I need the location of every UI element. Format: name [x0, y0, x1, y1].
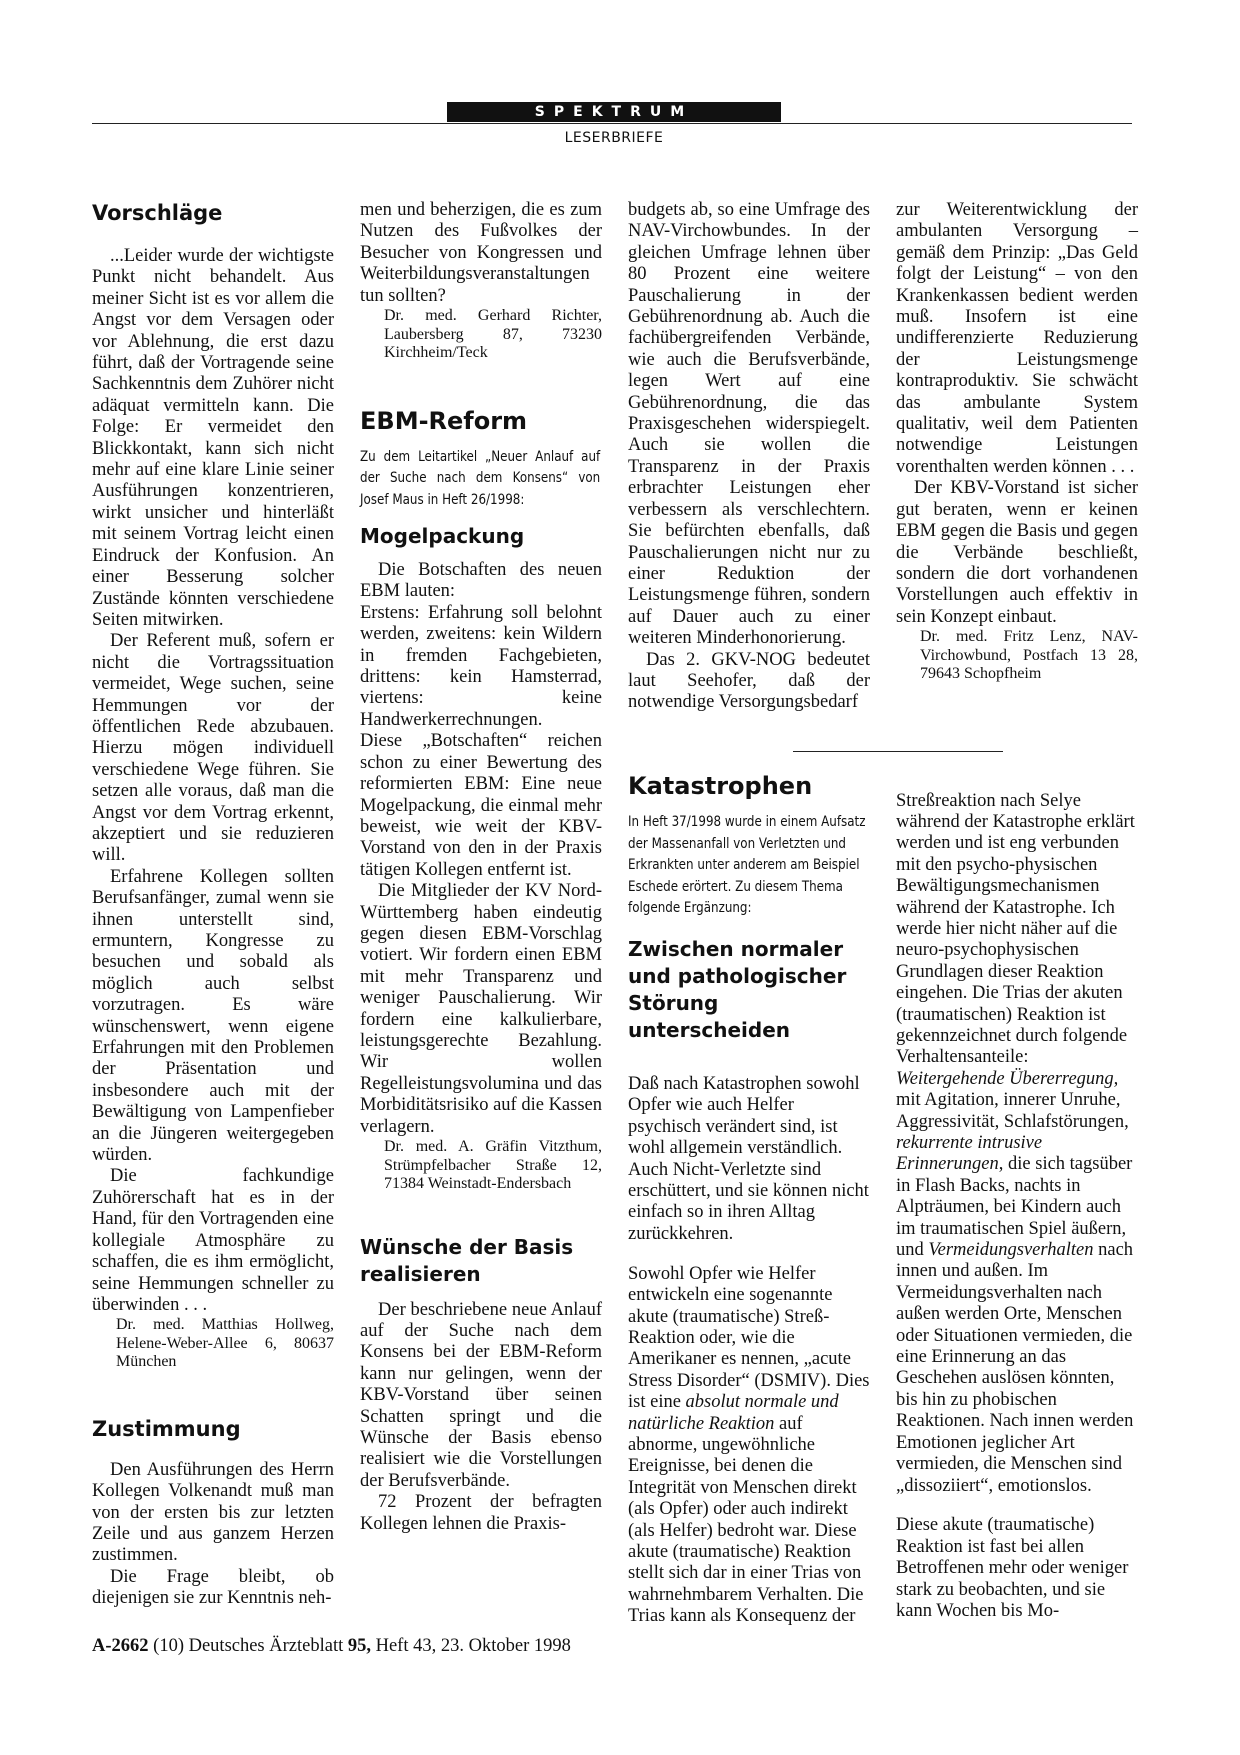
footer-text: (10) Deutsches Ärzteblatt: [153, 1636, 348, 1656]
paragraph: Diese „Botschaften“ reichen schon zu einer Bewertung des reformierten EBM: Eine neue Mogelpackung, die einmal mehr beweist, wie weit der KBV-Vorstand von den in der Praxis tätigen Kollegen entfernt ist.: [360, 731, 602, 880]
heading-katastrophen: Katastrophen: [628, 772, 813, 800]
paragraph: ...Leider wurde der wichtigste Punkt nicht behandelt. Aus meiner Sicht ist es vor allem die Angst vor dem Versagen oder vor Ablehnung, die erst dazu führt, daß der Vortragende seine Sachkenntnis dem Zuhörer nicht adäquat vermitteln kann. Die Folge: Er vermeidet den Blickkontakt, kann sich nicht mehr auf eine klare Linie seiner Ausführungen konzentrieren, wirkt unsicher und hinterläßt mit seinem Vortrag leicht einen Eindruck der Konfusion. An einer Besserung solcher Zustände könnten verschiedene Seiten mitwirken.: [92, 246, 334, 630]
paragraph: Der KBV-Vorstand ist sicher gut beraten, wenn er keinen EBM gegen die Basis und gegen die Verbände beschließt, sondern die dort vorhandenen Vorstellungen auch effektiv in sein Konzept einbaut.: [896, 478, 1138, 627]
section-banner: SPEKTRUM: [447, 102, 781, 122]
column-3: [628, 200, 870, 714]
paragraph: Erstens: Erfahrung soll belohnt werden, zweitens: kein Wildern in fremden Fachgebieten, drittens: kein Hamsterrad, viertens: keine Handwerkerrechnungen.: [360, 602, 602, 730]
signature: Dr. med. Gerhard Richter, Laubersberg 87, 73230 Kirchheim/Teck: [384, 307, 602, 362]
paragraph: Erfahrene Kollegen sollten Berufsanfänger, zumal wenn sie ihnen unterstellt sind, ermuntern, Kongresse zu besuchen und sobald als möglich auch selbst vorzutragen. Es wäre wünschenswert, wenn eigene Erfahrungen mit den Problemen der Präsentation und insbesondere auch mit der Bewältigung von Lampenfieber an die Jüngeren weitergegeben würden.: [92, 866, 334, 1166]
paragraph: Den Ausführungen des Herrn Kollegen Volkenandt muß man von der ersten bis zur letzten Zeile und aus ganzem Herzen zustimmen.: [92, 1459, 334, 1566]
heading-zwischen: Zwischen normaler und pathologischer Störung unterscheiden: [628, 936, 847, 1042]
column-4: [896, 200, 1138, 684]
paragraph: 72 Prozent der befragten Kollegen lehnen die Praxis-: [360, 1492, 602, 1534]
paragraph: Diese akute (traumatische) Reaktion ist fast bei allen Betroffenen mehr oder weniger stark zu beobachten, und sie kann Wochen bis Mo-: [896, 1515, 1129, 1622]
header-rule: [92, 123, 1132, 124]
paragraph: Sowohl Opfer wie Helfer entwickeln eine sogenannte akute (traumatische) Streß-Reaktion oder, wie die Amerikaner es nennen, „acute Stress Disorder“ (DSMIV). Dies ist eine absolut normale und natürliche Reaktion auf abnorme, ungewöhnliche Ereignisse, bei denen die Integrität von Menschen direkt (als Opfer) oder auch indirekt (als Helfer) bedroht war. Diese akute (traumatische) Reaktion stellt sich dar in einer Trias von wahrnehmbarem Verhalten. Die Trias kann als Konsequenz der: [628, 1263, 870, 1627]
footer-issue: Heft 43, 23. Oktober 1998: [370, 1636, 571, 1656]
signature: Dr. med. Matthias Hollweg, Helene-Weber-Allee 6, 80637 München: [116, 1316, 334, 1371]
column-1: [92, 200, 334, 1610]
heading-zustimmung: Zustimmung: [92, 1416, 241, 1441]
signature: Dr. med. Fritz Lenz, NAV-Virchowbund, Postfach 13 28, 79643 Schopfheim: [920, 628, 1138, 683]
heading-ebm-reform: EBM-Reform: [360, 406, 528, 435]
paragraph: Streßreaktion nach Selye während der Katastrophe erklärt werden und ist eng verbunden mit den psycho-physischen Bewältigungsmechanismen während der Katastrophe. Ich werde hier nicht näher auf die neuro-psychophysischen Grundlagen dieser Reaktion eingehen. Die Trias der akuten (traumatischen) Reaktion ist gekennzeichnet durch folgende Verhaltensanteile: Weitergehende Übererregung, mit Agitation, innerer Unruhe, Aggressivität, Schlafstörungen, rekurrente intrusive Erinnerungen, die sich tagsüber in Flash Backs, nachts in Alpträumen, bei Kindern auch im traumatischen Spiel äußern, und Vermeidungsverhalten nach innen und außen. Im Vermeidungsverhalten nach außen werden Orte, Menschen oder Situationen vermieden, die eine Erinnerung an das Geschehen auslösen könnten, bis hin zu phobischen Reaktionen. Nach innen werden Emotionen jeglicher Art vermieden, die Menschen sind „dissoziiert“, emotionslos.: [896, 790, 1135, 1496]
heading-wuensche: Wünsche der Basis realisieren: [360, 1234, 574, 1286]
section-divider: [793, 751, 1003, 752]
article-intro: Zu dem Leitartikel „Neuer Anlauf auf der Suche nach dem Konsens“ von Josef Maus in Heft 26/1998:: [360, 448, 601, 508]
katastrophen-column-1: [628, 772, 870, 1646]
paragraph: Die Frage bleibt, ob diejenigen sie zur Kenntnis neh-: [92, 1566, 334, 1609]
page-number: A-2662: [92, 1636, 149, 1656]
paragraph: zur Weiterentwicklung der ambulanten Versorgung – gemäß dem Prinzip: „Das Geld folgt der Leistung“ – von den Krankenkassen bedient werden muß. Insofern ist eine undifferenzierte Reduzierung der Leistungsmenge kontraproduktiv. Sie schwächt das ambulante System qualitativ, weil dem Patienten notwendige Leistungen vorenthalten werden können . . .: [896, 200, 1138, 477]
paragraph: Die fachkundige Zuhörerschaft hat es in der Hand, für den Vortragenden eine kollegiale Atmosphäre zu schaffen, die es ihm ermöglicht, seine Hemmungen schneller zu überwinden . . .: [92, 1166, 334, 1315]
paragraph: Die Mitglieder der KV Nord-Württemberg haben eindeutig gegen diesen EBM-Vorschlag votiert. Wir fordern einen EBM mit mehr Transparenz und weniger Pauschalierung. Wir fordern eine kalkulierbare, leistungsgerechte Bezahlung. Wir wollen Regelleistungsvolumina und das Morbiditätsrisiko auf die Kassen verlagern.: [360, 881, 602, 1137]
page-footer: [92, 1636, 571, 1657]
paragraph: budgets ab, so eine Umfrage des NAV-Virchowbundes. In der gleichen Umfrage lehnen über 80 Prozent eine weitere Pauschalierung in der Gebührenordnung ab. Auch die fachübergreifenden Verbände, wie auch die Berufsverbände, legen Wert auf eine Gebührenordnung, die das Praxisgeschehen widerspiegelt. Auch sie wollen die Transparenz in der Praxis erbrachter Leistungen eher verbessern als verschlechtern. Sie befürchten ebenfalls, daß Pauschalierungen nicht nur zu einer Reduktion der Leistungsmenge führen, sondern auf Dauer auch zu einer weiteren Minderhonorierung.: [628, 200, 870, 649]
section-subtitle: LESERBRIEFE: [564, 130, 664, 146]
volume: 95,: [347, 1636, 371, 1656]
signature: Dr. med. A. Gräfin Vitzthum, Strümpfelbacher Straße 12, 71384 Weinstadt-Endersbach: [384, 1138, 602, 1192]
heading-vorschlaege: Vorschläge: [92, 201, 223, 225]
article-intro: In Heft 37/1998 wurde in einem Aufsatz der Massenanfall von Verletzten und Erkrankten unter anderem am Beispiel Eschede erörtert. Zu diesem Thema folgende Ergänzung:: [628, 814, 866, 916]
paragraph: Der beschriebene neue Anlauf auf der Suche nach dem Konsens bei der EBM-Reform kann nur gelingen, wenn der KBV-Vorstand über seinen Schatten springt und die Wünsche der Basis ebenso realisiert wie die Vorstellungen der Berufsverbände.: [360, 1299, 602, 1491]
column-2: [360, 200, 602, 1535]
katastrophen-column-2: [896, 772, 1138, 1641]
paragraph: Die Botschaften des neuen EBM lauten:: [360, 560, 602, 602]
paragraph: men und beherzigen, die es zum Nutzen des Fußvolkes der Besucher von Kongressen und Weiterbildungsveranstaltungen tun sollten?: [360, 200, 602, 306]
paragraph: Daß nach Katastrophen sowohl Opfer wie auch Helfer psychisch verändert sind, ist wohl allgemein verständlich. Auch Nicht-Verletzte sind erschüttert, und sie können nicht einfach so in ihren Alltag zurückkehren.: [628, 1074, 869, 1244]
heading-mogelpackung: Mogelpackung: [360, 524, 525, 549]
paragraph: Der Referent muß, sofern er nicht die Vortragssituation vermeidet, Wege suchen, seine Hemmungen vor der öffentlichen Rede abzubauen. Hierzu mögen individuell verschiedene Wege führen. Sie setzen alle voraus, daß man die Angst vor dem Vortrag erkennt, akzeptiert und sie reduzieren will.: [92, 631, 334, 866]
paragraph: Das 2. GKV-NOG bedeutet laut Seehofer, daß der notwendige Versorgungsbedarf: [628, 649, 870, 713]
